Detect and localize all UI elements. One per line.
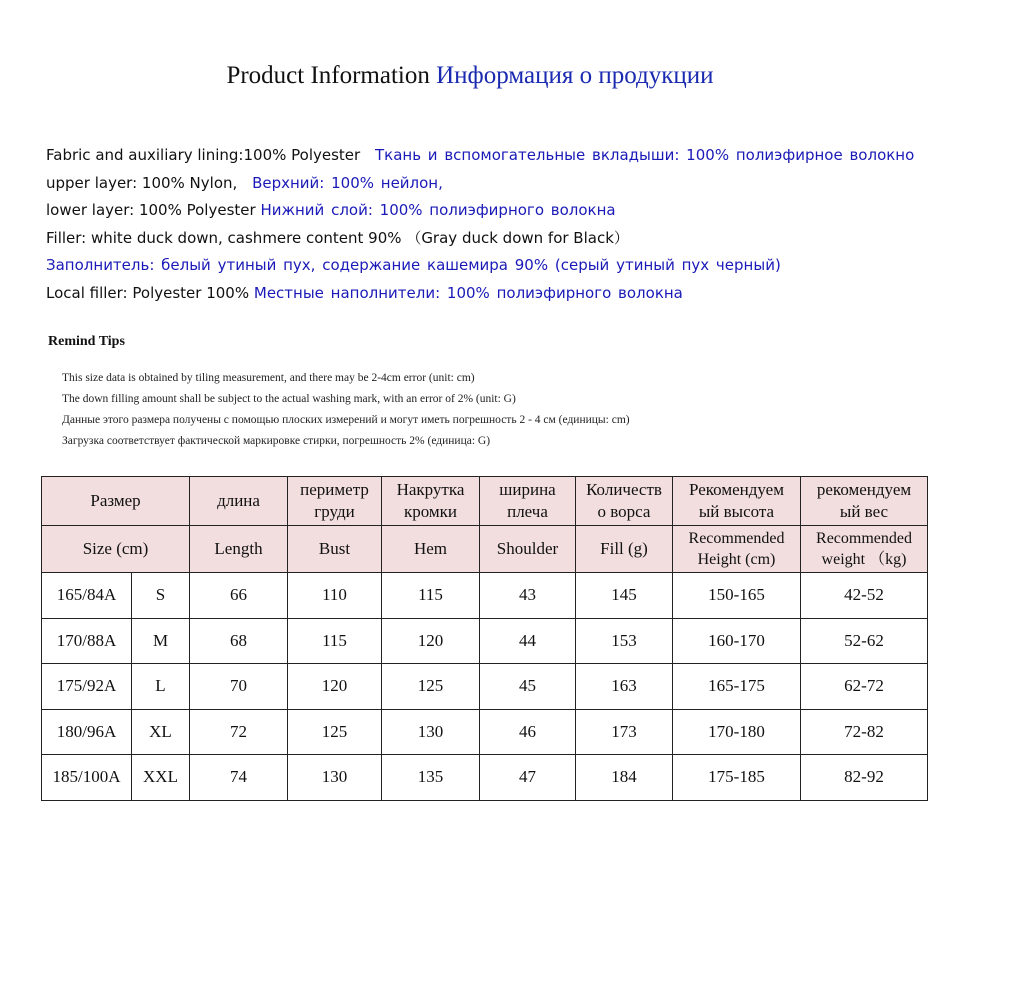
cell-shoulder: 45 [480,664,576,710]
page-title [0,62,940,90]
header-fill-en: Fill (g) [576,526,673,573]
header-hem-en: Hem [382,526,480,573]
header-row-en [42,526,928,573]
info-local [46,280,1006,308]
cell-size: S [132,573,190,619]
cell-shoulder: 44 [480,618,576,664]
table-row [42,755,928,801]
cell-height: 165-175 [673,664,801,710]
cell-shoulder: 43 [480,573,576,619]
header-bust-ru-line2: груди [314,502,355,521]
cell-hem: 120 [382,618,480,664]
cell-weight: 52-62 [801,618,928,664]
cell-height: 150-165 [673,573,801,619]
tip-line: The down filling amount shall be subject to the actual washing mark, with an error of 2% (unit: G) [62,393,516,405]
cell-weight: 42-52 [801,573,928,619]
cell-code: 170/88A [42,618,132,664]
header-shoulder-ru [480,477,576,526]
cell-size: XL [132,709,190,755]
info-upper-en: upper layer: 100% Nylon, [46,173,238,192]
cell-code: 180/96A [42,709,132,755]
cell-fill: 153 [576,618,673,664]
info-filler-note: （Gray duck down for Black） [406,228,629,247]
cell-bust: 110 [288,573,382,619]
cell-fill: 145 [576,573,673,619]
header-fill-ru-line2: о ворса [597,502,651,521]
cell-hem: 115 [382,573,480,619]
header-weight-en [801,526,928,573]
header-weight-ru [801,477,928,526]
cell-hem: 135 [382,755,480,801]
header-shoulder-ru-line2: плеча [507,502,548,521]
header-row-ru [42,477,928,526]
header-bust-ru [288,477,382,526]
table-row [42,709,928,755]
info-filler-en: Filler: white duck down, cashmere content 90% [46,228,402,247]
remind-tips [62,368,630,452]
tip-line: This size data is obtained by tiling measurement, and there may be 2-4cm error (unit: cm) [62,372,475,384]
info-filler-ru-line [46,252,1006,280]
cell-weight: 72-82 [801,709,928,755]
table-row [42,664,928,710]
table-row [42,618,928,664]
cell-height: 160-170 [673,618,801,664]
header-length-en: Length [190,526,288,573]
tip-line: Данные этого размера получены с помощью плоских измерений и могут иметь погрешность 2 - 4 см (единицы: cm) [62,414,630,426]
header-shoulder-ru-line1: ширина [499,480,556,499]
info-upper [46,170,1006,198]
header-fill-ru-line1: Количеств [586,480,662,499]
cell-shoulder: 47 [480,755,576,801]
cell-bust: 120 [288,664,382,710]
title-en: Product Information [226,62,430,89]
header-bust-ru-line1: периметр [300,480,369,499]
header-hem-ru [382,477,480,526]
info-fabric-ru: Ткань и вспомогательные вкладыши: 100% полиэфирное волокно [374,146,915,164]
cell-hem: 125 [382,664,480,710]
header-height-en-line2: Height (cm) [697,551,776,568]
cell-fill: 184 [576,755,673,801]
size-chart-table [41,476,928,801]
tip-line: Загрузка соответствует фактической маркировке стирки, погрешность 2% (единица: G) [62,435,491,447]
remind-title: Remind Tips [48,334,125,349]
cell-bust: 130 [288,755,382,801]
info-local-ru: Местные наполнители: 100% полиэфирного волокна [253,283,683,302]
cell-length: 70 [190,664,288,710]
header-size-ru: Размер [42,477,190,526]
product-info [46,142,1006,307]
header-bust-en: Bust [288,526,382,573]
header-height-ru-line2: ый высота [698,502,775,521]
cell-length: 68 [190,618,288,664]
cell-size: L [132,664,190,710]
cell-weight: 62-72 [801,664,928,710]
cell-weight: 82-92 [801,755,928,801]
cell-length: 74 [190,755,288,801]
cell-length: 72 [190,709,288,755]
cell-shoulder: 46 [480,709,576,755]
cell-size: XXL [132,755,190,801]
table-row [42,573,928,619]
info-upper-ru: Верхний: 100% нейлон, [252,173,443,192]
header-weight-en-line2: weight （kg) [821,551,907,568]
cell-code: 185/100A [42,755,132,801]
info-fabric [46,142,1006,170]
header-length-ru: длина [190,477,288,526]
info-lower-ru: Нижний слой: 100% полиэфирного волокна [260,201,616,219]
info-filler [46,225,1006,253]
header-height-en-line1: Recommended [688,530,785,547]
cell-code: 175/92A [42,664,132,710]
header-height-ru [673,477,801,526]
cell-code: 165/84A [42,573,132,619]
info-lower [46,197,1006,225]
header-height-ru-line1: Рекомендуем [689,480,784,499]
cell-fill: 173 [576,709,673,755]
cell-fill: 163 [576,664,673,710]
cell-length: 66 [190,573,288,619]
cell-hem: 130 [382,709,480,755]
cell-size: M [132,618,190,664]
header-weight-ru-line1: рекомендуем [816,480,912,499]
info-local-en: Local filler: Polyester 100% [46,283,250,302]
cell-height: 175-185 [673,755,801,801]
cell-height: 170-180 [673,709,801,755]
header-weight-ru-line2: ый вес [839,502,889,521]
info-fabric-en: Fabric and auxiliary lining:100% Polyester [46,146,361,164]
info-lower-en: lower layer: 100% Polyester [46,201,256,219]
cell-bust: 125 [288,709,382,755]
header-shoulder-en: Shoulder [480,526,576,573]
header-size-en: Size (cm) [42,526,190,573]
header-height-en [673,526,801,573]
info-filler-ru: Заполнитель: белый утиный пух, содержание кашемира 90% (серый утиный пух черный) [46,256,781,274]
cell-bust: 115 [288,618,382,664]
header-weight-en-line1: Recommended [816,530,912,547]
header-hem-ru-line2: кромки [403,502,458,521]
header-fill-ru [576,477,673,526]
title-ru: Информация о продукции [436,62,714,89]
header-hem-ru-line1: Накрутка [396,480,465,499]
